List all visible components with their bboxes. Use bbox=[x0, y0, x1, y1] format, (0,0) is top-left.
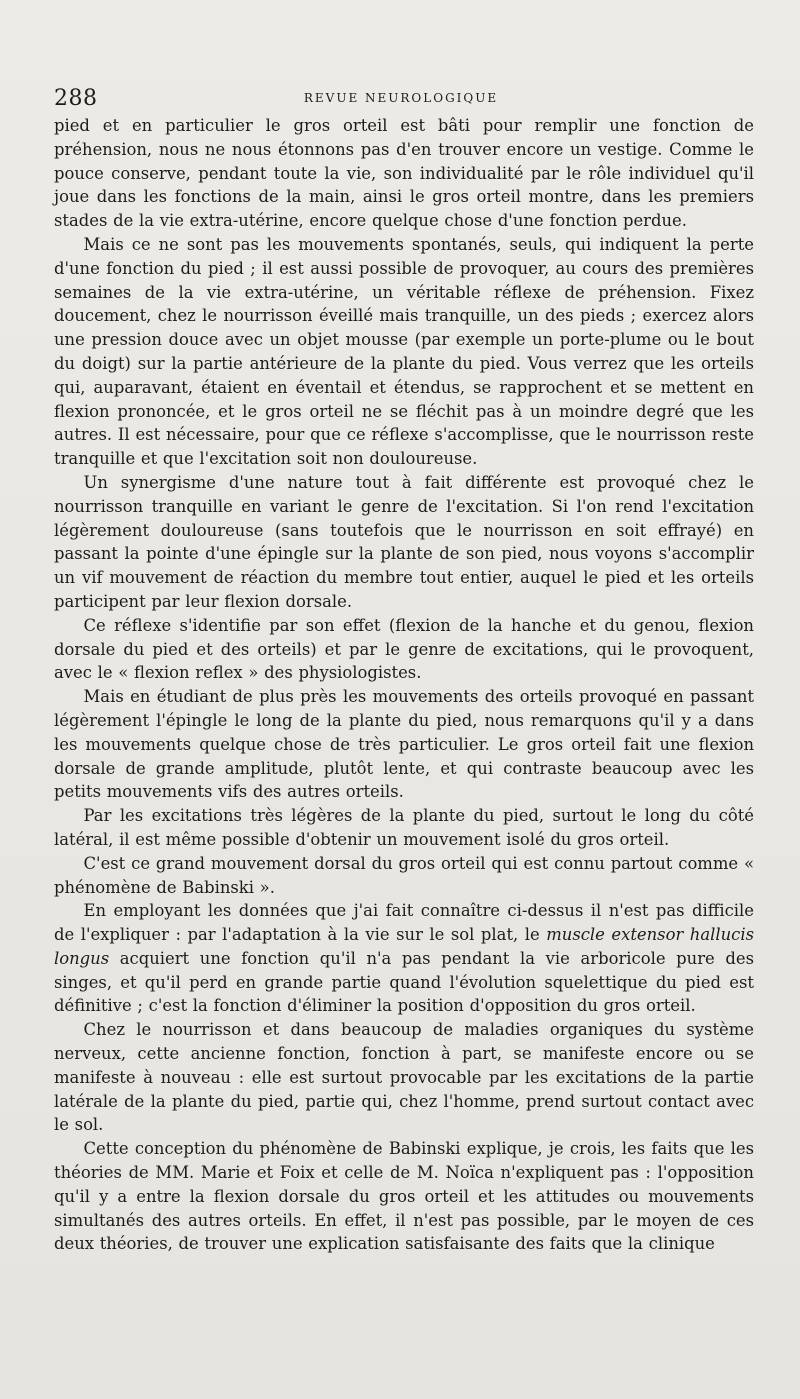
running-header bbox=[54, 86, 748, 110]
paragraph: Chez le nourrisson et dans beaucoup de maladies organiques du système nerveux, cette ancienne fonction, fonction à part, se manifeste encore ou se manifeste à nouveau : elle est surtout provocable par les excitations de la partie latérale de la plante du pied, partie qui, chez l'homme, prend surtout contact avec le sol. bbox=[54, 1020, 754, 1135]
paragraph: Par les excitations très légères de la plante du pied, surtout le long du côté latéral, il est même possible d'obtenir un mouvement isolé du gros orteil. bbox=[54, 806, 754, 849]
journal-title: REVUE NEUROLOGIQUE bbox=[303, 91, 499, 105]
muscle-name-italic: muscle extensor hallucis longus bbox=[54, 925, 755, 968]
paragraph: Mais en étudiant de plus près les mouvements des orteils provoqué en passant légèrement l'épingle le long de la plante du pied, nous remarquons qu'il y a dans les mouvements quelque chose de très particulier. Le gros orteil fait une flexion dorsale de grande amplitude, plutôt lente, et qui contraste beaucoup avec les petits mouvements vifs des autres orteils. bbox=[54, 687, 754, 802]
paragraph bbox=[54, 899, 754, 1018]
paragraph: C'est ce grand mouvement dorsal du gros orteil qui est connu partout comme « phénomène de Babinski ». bbox=[54, 853, 754, 897]
paragraph: Mais ce ne sont pas les mouvements spontanés, seuls, qui indiquent la perte d'une fonction du pied ; il est aussi possible de provoquer, au cours des premières semaines de la vie extra-utérine, un véritable réflexe de préhension. Fixez doucement, chez le nourrisson éveillé mais tranquille, un des pieds ; exercez alors une pression douce avec un objet mousse (par exemple un porte-plume ou le bout du doigt) sur la partie antérieure de la plante du pied. Vous verrez que les orteils qui, auparavant, étaient en éventail et étendus, se rapprochent et se mettent en flexion prononcée, et le gros orteil ne se fléchit pas à un moindre degré que les autres. Il est nécessaire, pour que ce réflexe s'accomplisse, que le nourrisson reste tranquille et que l'excitation soit non douloureuse. bbox=[54, 234, 754, 469]
paragraph: pied et en particulier le gros orteil est bâti pour remplir une fonction de préhension, nous ne nous étonnons pas d'en trouver encore un vestige. Comme le pouce conserve, pendant toute la vie, son individualité par le rôle individuel qu'il joue dans les fonctions de la main, ainsi le gros orteil montre, dans les premiers stades de la vie extra-utérine, encore quelque chose d'une fonction perdue. bbox=[54, 116, 754, 231]
body-text bbox=[54, 114, 754, 1256]
paragraph-text: En employant les données que j'ai fait connaître ci-dessus il n'est pas difficile de l'expliquer : par l'adaptation à la vie sur le sol plat, le bbox=[54, 901, 754, 945]
page-number: 288 bbox=[54, 86, 98, 111]
paragraph: Un synergisme d'une nature tout à fait différente est provoqué chez le nourrisson tranquille en variant le genre de l'excitation. Si l'on rend l'excitation légèrement douloureuse (sans toutefois que le nourrisson en soit effrayé) en passant la pointe d'une épingle sur la plante de son pied, nous voyons s'accomplir un vif mouvement de réaction du membre tout entier, auquel le pied et les orteils participent par leur flexion dorsale. bbox=[54, 472, 754, 611]
paragraph-text: acquiert une fonction qu'il n'a pas pendant la vie arboricole pure des singes, et qu'il perd en grande partie quand l'évolution squelettique du pied est définitive ; c'est la fonction d'éliminer la position d'opposition du gros orteil. bbox=[54, 948, 754, 1016]
paragraph: Ce réflexe s'identifie par son effet (flexion de la hanche et du genou, flexion dorsale du pied et des orteils) et par le genre de excitations, qui le provoquent, avec le « flexion reflex » des physiologistes. bbox=[54, 615, 754, 683]
paragraph: Cette conception du phénomène de Babinski explique, je crois, les faits que les théories de MM. Marie et Foix et celle de M. Noïca n'expliquent pas : l'opposition qu'il y a entre la flexion dorsale du gros orteil et les attitudes ou mouvements simultanés des autres orteils. En effet, il n'est pas possible, par le moyen de ces deux théories, de trouver une explication satisfaisante des faits que la clinique bbox=[54, 1139, 754, 1254]
